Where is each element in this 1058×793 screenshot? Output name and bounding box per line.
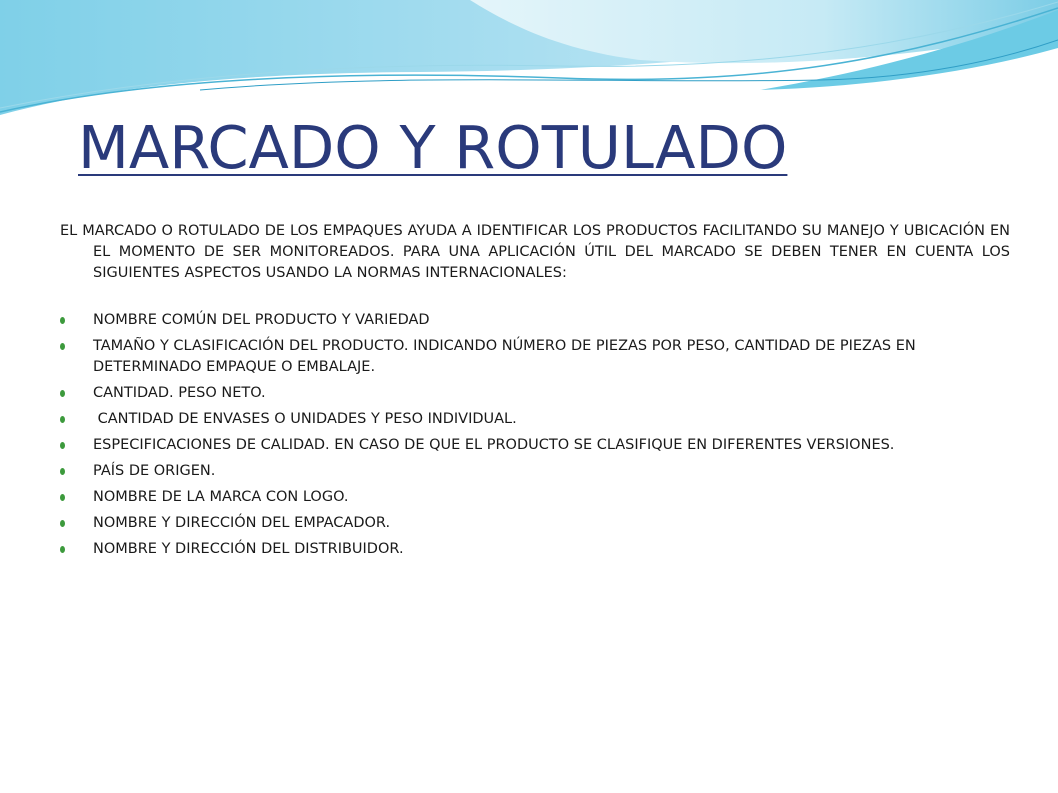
list-item-text: CANTIDAD DE ENVASES O UNIDADES Y PESO INDIVIDUAL. <box>93 411 517 427</box>
list-item <box>60 539 1010 560</box>
bullet-dot-icon <box>60 442 65 449</box>
list-item <box>60 409 1010 430</box>
list-item <box>60 310 1010 331</box>
intro-paragraph: EL MARCADO O ROTULADO DE LOS EMPAQUES AYUDA A IDENTIFICAR LOS PRODUCTOS FACILITANDO SU MANEJO Y UBICACIÓN EN EL MOMENTO DE SER MONITOREADOS. PARA UNA APLICACIÓN ÚTIL DEL MARCADO SE DEBEN TENER EN CUENTA LOS SIGUIENTES ASPECTOS USANDO LA NORMAS INTERNACIONALES: <box>60 223 1010 281</box>
list-item <box>60 461 1010 482</box>
list-item-text: TAMAÑO Y CLASIFICACIÓN DEL PRODUCTO. INDICANDO NÚMERO DE PIEZAS POR PESO, CANTIDAD DE PIEZAS EN DETERMINADO EMPAQUE O EMBALAJE. <box>93 338 916 375</box>
list-item-text: NOMBRE COMÚN DEL PRODUCTO Y VARIEDAD <box>93 312 430 328</box>
bullet-dot-icon <box>60 343 65 350</box>
list-item-text: NOMBRE Y DIRECCIÓN DEL DISTRIBUIDOR. <box>93 541 404 557</box>
bullet-dot-icon <box>60 546 65 553</box>
list-item-text: CANTIDAD. PESO NETO. <box>93 385 266 401</box>
list-item <box>60 513 1010 534</box>
list-item-text: NOMBRE DE LA MARCA CON LOGO. <box>93 489 349 505</box>
slide-body <box>60 221 1010 565</box>
list-item-text: NOMBRE Y DIRECCIÓN DEL EMPACADOR. <box>93 515 391 531</box>
list-item <box>60 336 1010 378</box>
bullet-dot-icon <box>60 416 65 423</box>
bullet-dot-icon <box>60 317 65 324</box>
bullet-dot-icon <box>60 494 65 501</box>
list-item <box>60 487 1010 508</box>
bullet-dot-icon <box>60 390 65 397</box>
bullet-dot-icon <box>60 520 65 527</box>
bullet-list <box>60 310 1010 560</box>
list-item-text: ESPECIFICACIONES DE CALIDAD. EN CASO DE QUE EL PRODUCTO SE CLASIFIQUE EN DIFERENTES VERSIONES. <box>93 437 895 453</box>
bullet-dot-icon <box>60 468 65 475</box>
list-item <box>60 383 1010 404</box>
slide-title: MARCADO Y ROTULADO <box>78 113 788 182</box>
list-item-text: PAÍS DE ORIGEN. <box>93 463 216 479</box>
list-item <box>60 435 1010 456</box>
